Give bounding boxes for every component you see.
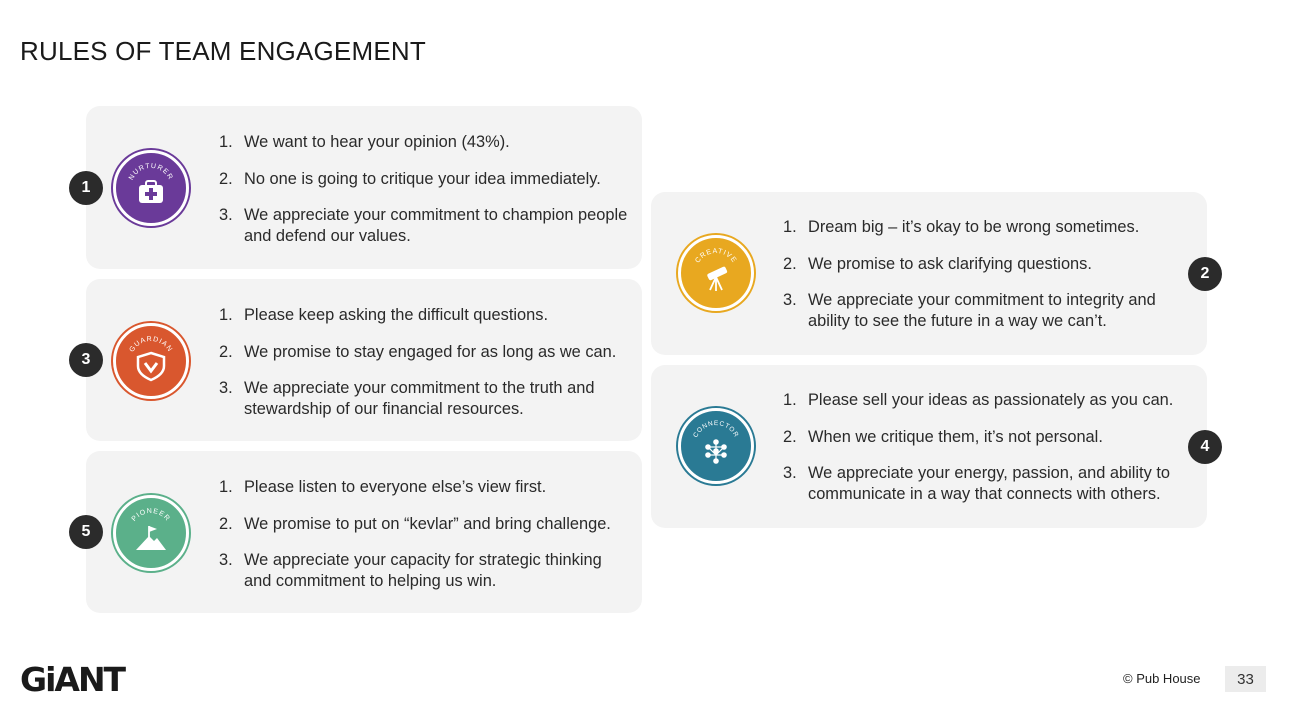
card-number-2: 2 bbox=[1188, 257, 1222, 291]
badge-label: CONNECTOR bbox=[692, 419, 740, 439]
list-item: 2. No one is going to critique your idea immediately. bbox=[219, 169, 601, 188]
medical-kit-icon bbox=[116, 153, 186, 223]
nurturer-badge bbox=[113, 150, 189, 226]
badge-label: CREATIVE bbox=[694, 247, 738, 265]
mountain-flag-icon bbox=[116, 498, 186, 568]
list-item: 1. Dream big – it’s okay to be wrong sometimes. bbox=[783, 218, 1140, 236]
list-item: 1. Please listen to everyone else’s view first. bbox=[219, 478, 547, 496]
list-item: 1. Please sell your ideas as passionately as you can. bbox=[783, 391, 1174, 409]
badge-label: NURTURER bbox=[127, 162, 175, 182]
rules-card-creative bbox=[651, 192, 1207, 355]
list-item: 3. We appreciate your commitment to the truth and stewardship of our financial resources. bbox=[219, 379, 595, 418]
list-item: 2. We promise to stay engaged for as long as we can. bbox=[219, 342, 617, 361]
list-item: 3. We appreciate your commitment to integrity and ability to see the future in a way we can’t. bbox=[783, 291, 1156, 330]
shield-icon bbox=[116, 326, 186, 396]
telescope-icon bbox=[681, 238, 751, 308]
creative-badge bbox=[678, 235, 754, 311]
card-number-1: 1 bbox=[69, 171, 103, 205]
rules-card-pioneer bbox=[86, 451, 642, 613]
rules-list bbox=[219, 132, 629, 262]
guardian-badge bbox=[113, 323, 189, 399]
rules-list bbox=[219, 305, 629, 435]
card-number-5: 5 bbox=[69, 515, 103, 549]
rules-card-connector bbox=[651, 365, 1207, 528]
copyright-text: © Pub House bbox=[1123, 671, 1201, 686]
badge-label: PIONEER bbox=[130, 507, 172, 523]
card-number-4: 4 bbox=[1188, 430, 1222, 464]
slide-title: RULES OF TEAM ENGAGEMENT bbox=[20, 36, 426, 66]
rules-card-nurturer bbox=[86, 106, 642, 269]
network-icon bbox=[681, 411, 751, 481]
pioneer-badge bbox=[113, 495, 189, 571]
list-item: 2. We promise to ask clarifying questions. bbox=[783, 254, 1092, 273]
list-item: 1. Please keep asking the difficult questions. bbox=[219, 306, 549, 324]
list-item: 3. We appreciate your capacity for strategic thinking and commitment to helping us win. bbox=[219, 551, 602, 590]
list-item: 3. We appreciate your energy, passion, and ability to communicate in a way that connects with others. bbox=[783, 464, 1171, 503]
connector-badge bbox=[678, 408, 754, 484]
rules-list bbox=[783, 390, 1193, 520]
rules-list bbox=[783, 217, 1193, 347]
card-number-3: 3 bbox=[69, 343, 103, 377]
badge-label: GUARDIAN bbox=[128, 335, 174, 354]
list-item: 1. We want to hear your opinion (43%). bbox=[219, 133, 510, 151]
rules-list bbox=[219, 477, 629, 607]
list-item: 3. We appreciate your commitment to champion people and defend our values. bbox=[219, 206, 628, 245]
giant-logo: GiANT bbox=[20, 660, 125, 699]
list-item: 2. We promise to put on “kevlar” and bring challenge. bbox=[219, 514, 611, 533]
list-item: 2. When we critique them, it’s not personal. bbox=[783, 427, 1103, 446]
page-number: 33 bbox=[1225, 666, 1266, 692]
rules-card-guardian bbox=[86, 279, 642, 441]
